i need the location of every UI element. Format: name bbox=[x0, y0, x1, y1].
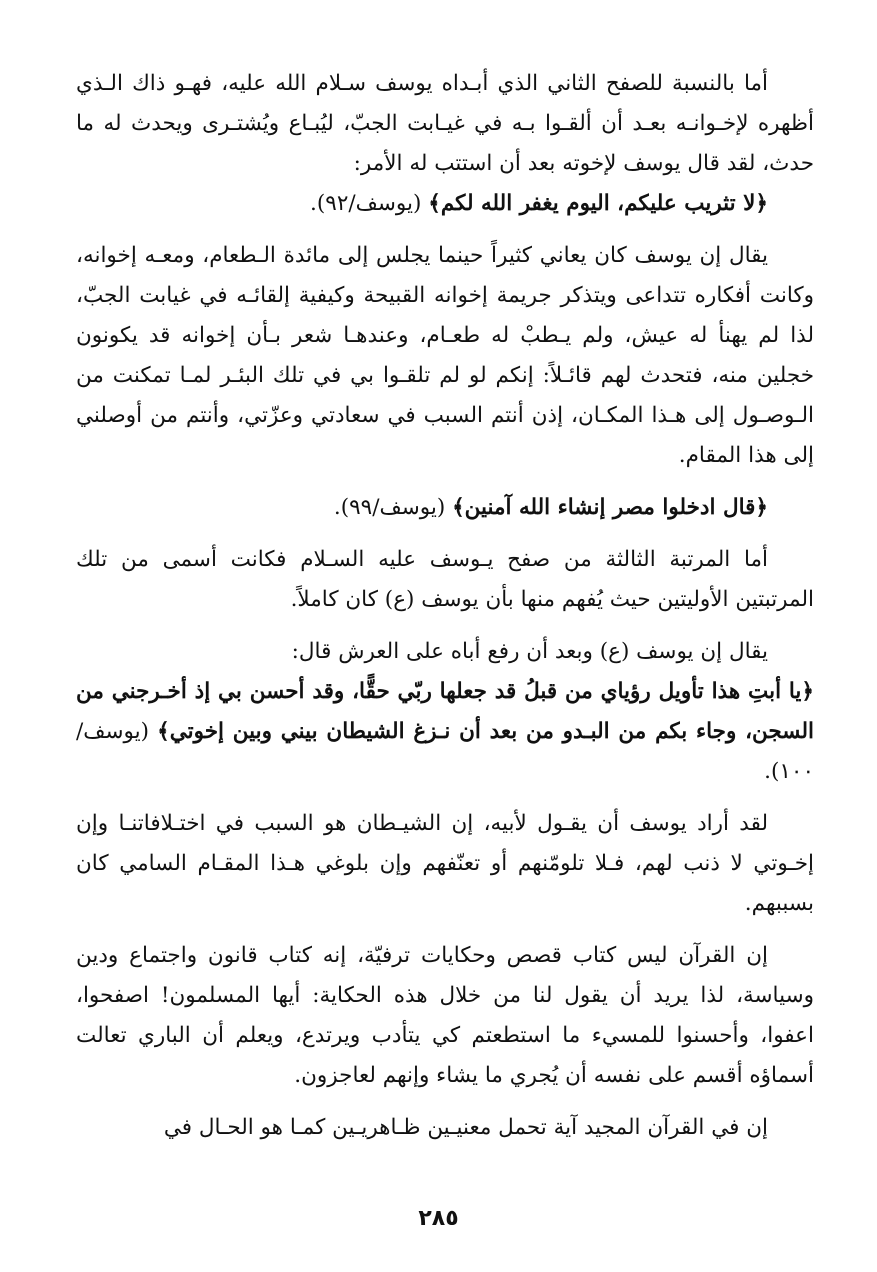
page-number: ٢٨٥ bbox=[418, 1206, 459, 1231]
quote-text: ﴿لا تثريب عليكم، اليوم يغفر الله لكم﴾ bbox=[428, 191, 768, 216]
quote-reference: (يوسف/٩٩). bbox=[333, 495, 453, 520]
paragraph-2: يقال إن يوسف كان يعاني كثيراً حينما يجلس إلى مائدة الـطعام، ومعـه إخوانه، وكانت أفكاره تتداعى ويتذكر جريمة إخوانه القبيحة وكيفية إلقائـه في غيابت الجبّ، لذا لم يهنأ له عيش، ولم يـطبْ له طعـام، وعندهـا شعر بـأن إخوانه قد يكونون خجلين منه، فتحدث لهم قائـلاً: إنكم لو لم تلقـوا بي في تلك البئـر لمـا تمكنت من الـوصـول إلى هـذا المكـان، إذن أنتم السبب في سعادتي وعزّتي، وأنتم من أوصلني إلى هذا المقام. bbox=[76, 243, 814, 468]
quran-quote-2 bbox=[76, 488, 814, 528]
paragraph-7: إن في القرآن المجيد آية تحمل معنيـين ظـاهريـين كمـا هو الحـال في bbox=[163, 1115, 768, 1140]
quote-text: ﴿قال ادخلوا مصر إنشاء الله آمنين﴾ bbox=[452, 495, 768, 520]
paragraph-1: أما بالنسبة للصفح الثاني الذي أبـداه يوسف سـلام الله عليه، فهـو ذاك الـذي أظهره لإخـوانـه بعـد أن ألقـوا بـه في غيـابت الجبّ، ليُبـاع ويُشتـرى ويحدث له ما حدث، لقد قال يوسف لإخوته بعد أن استتب له الأمر: bbox=[76, 71, 814, 176]
paragraph-4: يقال إن يوسف (ع) وبعد أن رفع أباه على العرش قال: bbox=[291, 639, 768, 664]
quote-text: ﴿يا أبتِ هذا تأويل رؤياي من قبلُ قد جعلها ربّي حقًّا، وقد أحسن بي إذ أخـرجني من السجن، وجاء بكم من البـدو من بعد أن نـزغ الشيطان بيني وبين إخوتي﴾ bbox=[76, 679, 815, 744]
page-body bbox=[76, 64, 814, 1148]
quote-reference: (يوسف/٩٢). bbox=[310, 191, 429, 216]
paragraph-3: أما المرتبة الثالثة من صفح يـوسف عليه السـلام فكانت أسمى من تلك المرتبتين الأوليتين حيث يُفهم منها بأن يوسف (ع) كان كاملاً. bbox=[76, 547, 814, 612]
quran-quote-3 bbox=[76, 672, 814, 792]
paragraph-6: إن القرآن ليس كتاب قصص وحكايات ترفيّة، إنه كتاب قانون واجتماع ودين وسياسة، لذا يريد أن يقول لنا من خلال هذه الحكاية: أيها المسلمون! اصفحوا، اعفوا، وأحسنوا للمسيء ما استطعتم كي يتأدب ويرتدع، ويعلم أن الباري تعالت أسماؤه أقسم على نفسه أن يُجري ما يشاء وإنهم لعاجزون. bbox=[76, 943, 814, 1088]
paragraph-5: لقد أراد يوسف أن يقـول لأبيه، إن الشيـطان هو السبب في اختـلافاتنـا وإن إخـوتي لا ذنب لهم، فـلا تلومّنهم أو تعنّفهم وإن بلوغي هـذا المقـام السامي كان بسببهم. bbox=[76, 811, 814, 916]
quran-quote-1 bbox=[76, 184, 814, 224]
quote-reference: (يوسف/١٠٠). bbox=[76, 719, 814, 784]
